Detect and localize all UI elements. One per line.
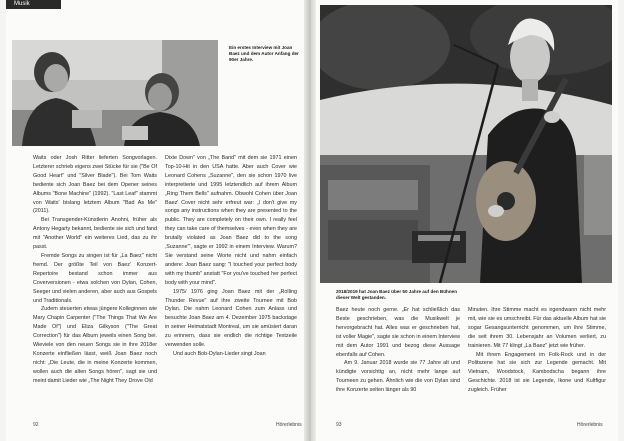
page-number-right: 93: [336, 422, 342, 428]
footer-label-left: Hörerlebnis: [276, 422, 302, 428]
concert-photo-caption: 2018/2019 hat Joan Baez über 50 Jahre auf den Bühnen dieser Welt gestanden.: [336, 289, 458, 301]
paragraph: Fremde Songs zu singen ist für „La Baez" nicht fremd. Der größte Teil von Baez' Konzert-Repertoire bestand schon immer aus Coverversionen - etwa solchen von Dylan, Cohen, Seeger und vielen anderen, aber auch aus Gospels und Traditionals.: [33, 252, 157, 304]
article-column-2: [165, 154, 297, 359]
section-rubric: Musik: [6, 0, 61, 9]
article-column-4: [468, 306, 606, 395]
paragraph: Baez heute noch gerne. „Er hat schließlich das Beste geschrieben, was die Musikwelt je hervorgebracht hat. Alles was er geschrieben hat, ist voller Magie", sagte sie schon in einem Interview mit dem Autor 1991 und bezog diese Aussage ebenfalls auf Cohen.: [336, 307, 460, 358]
paragraph: Bei Transgender-Künstlerin Anohni, früher als Antony Hegarty bekannt, bediente sie sich und fand mit "Another World" ein weiteres Lied, das zu ihr passt.: [33, 217, 157, 251]
interview-photo-caption: Ein erstes Interview mit Joan Baez und dem Autor Anfang der 90er Jahre.: [229, 45, 299, 63]
article-column-3: [336, 306, 460, 395]
article-column-1: [33, 154, 157, 386]
concert-photo-image: [320, 5, 612, 283]
paragraph: Am 9. Januar 2018 wurde sie 77 Jahre alt und kündigte vorsichtig an, nicht mehr lange auf Tourneen zu gehen. Ähnlich wie die von Dylan sind ihre Konzerte selten länger als 90: [336, 360, 460, 394]
paragraph: Dixie Down" von „The Band" mit dem sie 1971 einen Top-10-Hit in den USA hatte. Aber auch Cover wie Leonard Cohens „Suzanne", den sie schon 1970 live interpretierte und 1995 letztendlich auf ihrem Album „Ring Them Bells" aufnahm. Obwohl Cohen über Joan Baez' Cover nicht sehr erfreut war: „I don't give my songs any instructions when they are presented to the public. They are completely on their own. I really feel they can take care of themselves - even when they are brutally violated as Joan Baez did to the song ‚Suzanne'", sagte er 1992 in einem Interview. Warum? Sie verstand seine Worte nicht und nahm einfach andere: Joan Baez sang: "I touched your perfect body with my thumb" anstatt "For you've touched her perfect body with your mind".: [165, 155, 297, 286]
paragraph: Minuten. Ihre Stimme macht es irgendwann nicht mehr mit, wie sie es umschreibt. Für das aktuelle Album hat sie sogar Gesangsunterricht genommen, um ihre Stimme, die seit ihrem 30. Lebensjahr an Volumen verliert, zu trainieren. Mit 77 klingt „La Baez" jetzt wie früher.: [468, 307, 606, 349]
footer-label-right: Hörerlebnis: [577, 422, 603, 428]
book-gutter: [304, 0, 316, 441]
paragraph: 1975/ 1976 ging Joan Baez mit der „Rolling Thunder Revue" auf ihre zweite Tournee mit Bob Dylan. Die nahm Leonard Cohen zum Anlass und besuchte Joan Baez am 4. Dezember 1975 backstage in seiner Heimatstadt Montreal, um sie amüsiert daran zu erinnern, dass sie endlich die richtige Textzeile verwenden solle.: [165, 288, 297, 349]
interview-photo-image: [12, 40, 218, 146]
page-number-left: 92: [33, 422, 39, 428]
interview-photo: [12, 40, 218, 146]
paragraph: Waits oder Josh Ritter lieferten Songvorlagen. Letzterer schrieb eigens zwei Stücke für sie ("Be Of Good Heart" und "Silver Blade"). Bei Tom Waits bediente sich Joan Baez bei dem Opener seines Albums "Bone Machine" (1992). "Last Leaf" stammt von Waits' bislang letztem Album "Bad As Me" (2011).: [33, 155, 157, 215]
paragraph: Und auch Bob-Dylan-Lieder singt Joan: [173, 350, 266, 357]
concert-photo: [320, 5, 612, 283]
paragraph: Zudem steuerten etwas jüngere Kolleginnen wie Mary Chapin Carpenter ("The Things That We Are Made Of") und Eliza Gilkyson ("The Great Correction") für das Album jeweils einen Song bei. Wieviele von den neuen Songs sie in ihre 2018er Konzerte einfließen lässt, weiß Joan Baez noch nicht: „Die Leute, die in meine Konzerte kommen, wollen auch die alten Songs hören", sagt sie und meint damit Lieder wie „The Night They Drove Old: [33, 306, 157, 384]
paragraph: Mit ihrem Engagement im Folk-Rock und in der Politszene hat sie sich zur Legende gemacht. Mit Vietnam, Woodstock, Kambodscha begann ihre Geschichte. 2018 ist sie Legende, Ikone und Kultfigur zugleich. Früher: [468, 351, 606, 394]
